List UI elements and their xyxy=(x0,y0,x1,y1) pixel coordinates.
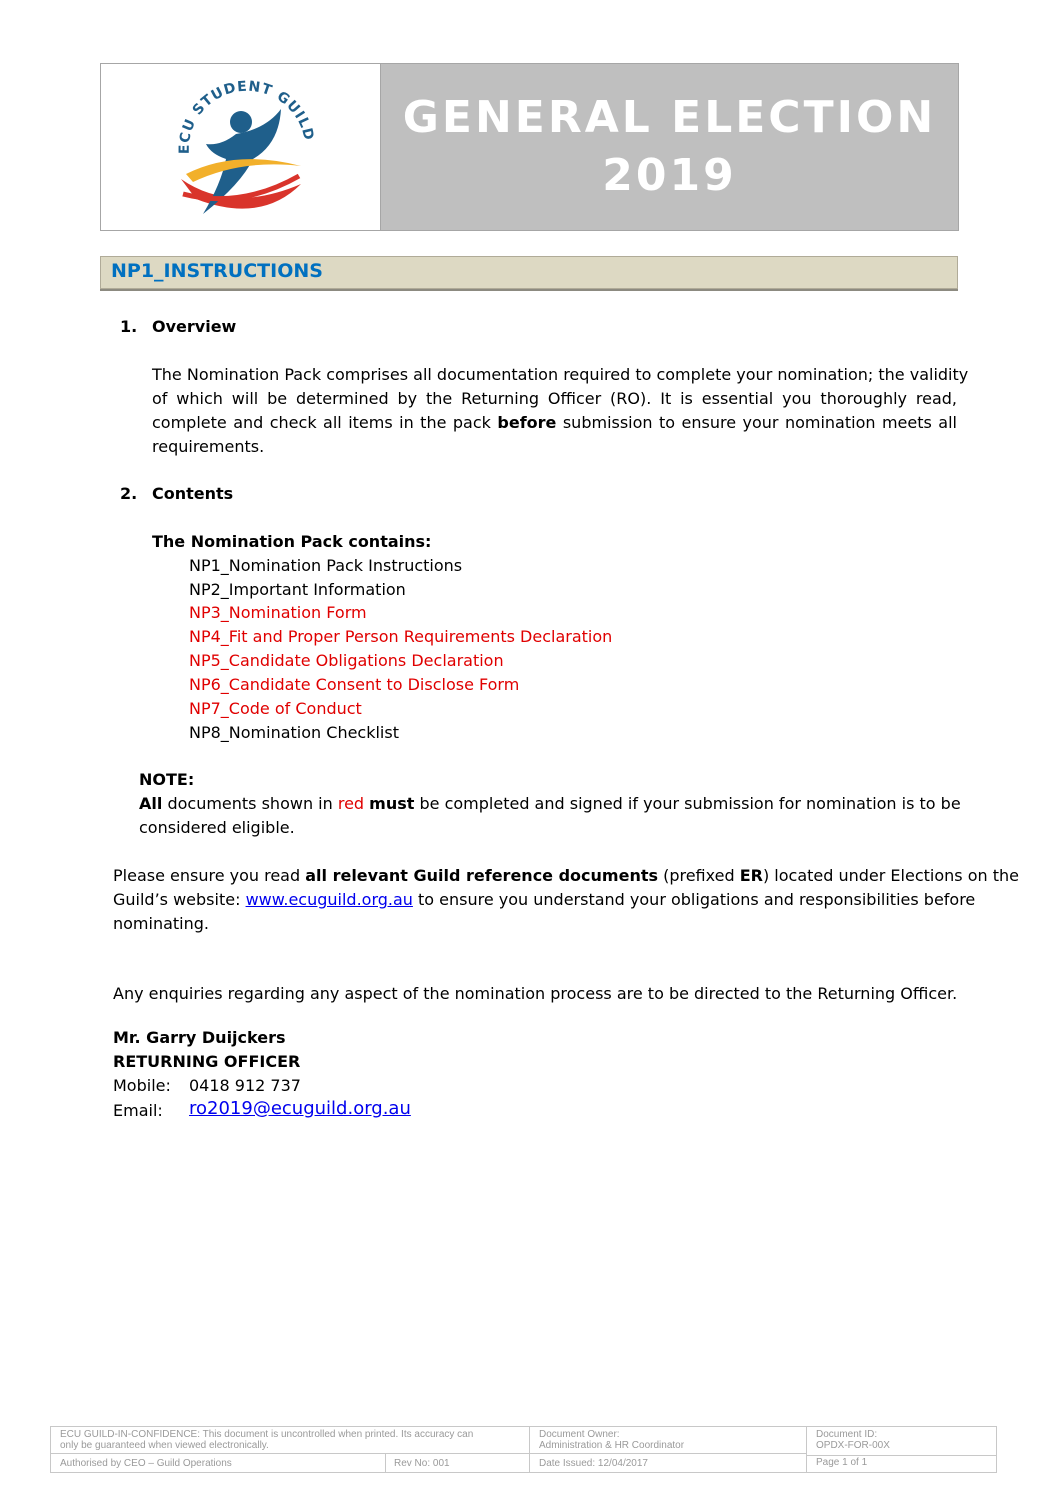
overview-line-3b: submission to ensure your nomination meets all xyxy=(556,413,958,432)
reference-er: ER xyxy=(739,866,763,885)
footer-id: OPDX-FOR-00X xyxy=(816,1440,890,1451)
overview-number: 1. xyxy=(120,317,138,336)
overview-line-4: requirements. xyxy=(152,437,265,456)
note-all: All xyxy=(139,794,163,813)
overview-line-3a: complete and check all items in the pack xyxy=(152,413,498,432)
contents-item-np8: NP8_Nomination Checklist xyxy=(189,723,399,742)
logo-text: ECU STUDENT GUILD xyxy=(176,78,317,155)
note-text-line2: considered eligible. xyxy=(139,818,295,837)
reference-line3: nominating. xyxy=(113,914,210,933)
footer-confidential-line2: only be guaranteed when viewed electronically. xyxy=(60,1440,269,1451)
reference-line2 xyxy=(113,888,975,912)
overview-before-emphasis: before xyxy=(497,413,557,432)
header-title-cell xyxy=(380,63,959,231)
note-label: NOTE: xyxy=(139,770,195,789)
overview-line-3 xyxy=(152,411,957,435)
reference-l1a: Please ensure you read xyxy=(113,866,306,885)
note-part6: be completed and signed if your submission for nomination is to be xyxy=(414,794,961,813)
email-link[interactable]: ro2019@ecuguild.org.au xyxy=(189,1098,411,1119)
overview-heading: Overview xyxy=(152,317,237,336)
contents-item-np6: NP6_Candidate Consent to Disclose Form xyxy=(189,675,520,694)
footer-rev: Rev No: 001 xyxy=(394,1458,450,1469)
overview-paragraph xyxy=(152,363,969,459)
document-footer xyxy=(50,1426,997,1473)
footer-authorised: Authorised by CEO – Guild Operations xyxy=(60,1458,232,1469)
footer-confidential-line1: ECU GUILD-IN-CONFIDENCE: This document is uncontrolled when printed. Its accuracy can xyxy=(60,1429,474,1440)
contents-number: 2. xyxy=(120,484,138,503)
contents-item-np4: NP4_Fit and Proper Person Requirements Declaration xyxy=(189,627,613,646)
reference-line1 xyxy=(113,864,1019,888)
document-title-line2: 2019 xyxy=(602,150,737,201)
footer-id-label: Document ID: xyxy=(816,1429,878,1440)
guild-website-link[interactable]: www.ecuguild.org.au xyxy=(245,890,413,909)
mobile-label: Mobile: xyxy=(113,1076,171,1095)
email-label: Email: xyxy=(113,1101,163,1120)
contact-role: RETURNING OFFICER xyxy=(113,1052,301,1071)
reference-docs-emphasis: all relevant Guild reference documents xyxy=(305,866,658,885)
contents-item-np2: NP2_Important Information xyxy=(189,580,406,599)
note-text-line1 xyxy=(139,792,961,816)
enquiries-text: Any enquiries regarding any aspect of the nomination process are to be directed to the Returning Officer. xyxy=(113,984,958,1003)
mobile-number: 0418 912 737 xyxy=(189,1076,301,1095)
contents-intro: The Nomination Pack contains: xyxy=(152,532,432,551)
reference-l2a: Guild’s website: xyxy=(113,890,246,909)
footer-page: Page 1 of 1 xyxy=(816,1457,868,1468)
contents-item-np1: NP1_Nomination Pack Instructions xyxy=(189,556,463,575)
contents-heading: Contents xyxy=(152,484,234,503)
section-title: NP1_INSTRUCTIONS xyxy=(111,260,323,282)
ecu-student-guild-logo xyxy=(141,74,341,224)
note-part2: documents shown in xyxy=(162,794,338,813)
overview-line-2: of which will be determined by the Returning Officer (RO). It is essential you thoroughly read, xyxy=(152,389,957,408)
reference-l2b: to ensure you understand your obligations and responsibilities before xyxy=(412,890,976,909)
document-title-line1: GENERAL ELECTION xyxy=(402,92,937,143)
overview-line-1: The Nomination Pack comprises all documentation required to complete your nomination; the validity xyxy=(152,365,969,384)
note-red-word: red xyxy=(337,794,365,813)
section-title-bar xyxy=(100,256,958,289)
contents-item-np5: NP5_Candidate Obligations Declaration xyxy=(189,651,504,670)
reference-l1e: ) located under Elections on the xyxy=(762,866,1019,885)
contact-name: Mr. Garry Duijckers xyxy=(113,1028,286,1047)
contents-item-np7: NP7_Code of Conduct xyxy=(189,699,362,718)
note-must: must xyxy=(369,794,415,813)
contents-item-np3: NP3_Nomination Form xyxy=(189,603,367,622)
footer-owner: Administration & HR Coordinator xyxy=(539,1440,685,1451)
header-logo-cell xyxy=(100,63,381,231)
footer-issued: Date Issued: 12/04/2017 xyxy=(539,1458,648,1469)
reference-l1c: (prefixed xyxy=(658,866,740,885)
footer-owner-label: Document Owner: xyxy=(539,1429,620,1440)
